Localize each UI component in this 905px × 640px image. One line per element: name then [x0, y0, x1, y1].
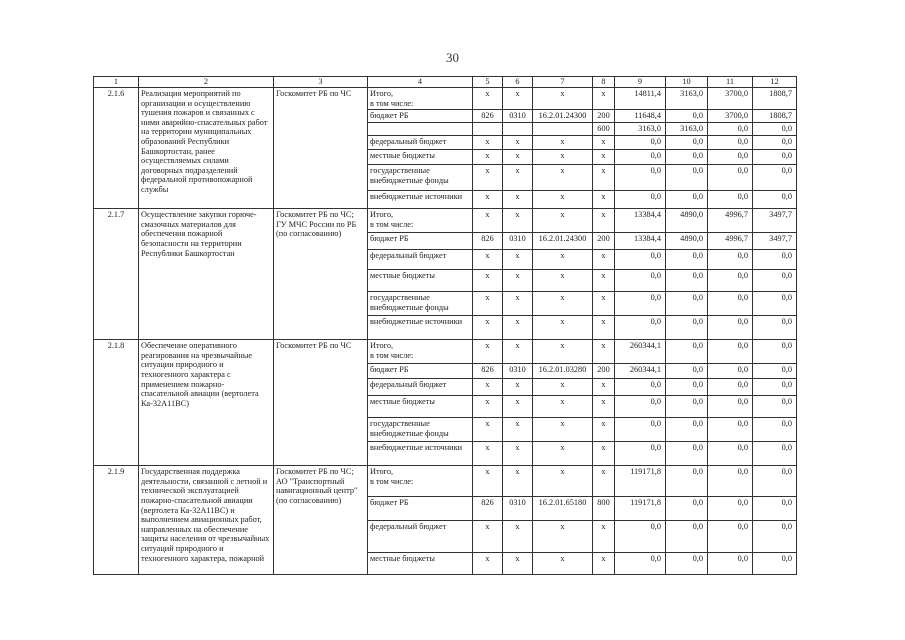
cell-c12: 3497,7 [753, 233, 797, 250]
funding-source: федеральный бюджет [368, 250, 473, 270]
cell-c7: х [533, 418, 593, 442]
cell-c6: х [503, 209, 533, 233]
cell-c7: х [533, 553, 593, 575]
cell-c7: х [533, 340, 593, 364]
cell-c5: х [473, 379, 503, 396]
cell-c10: 0,0 [666, 553, 708, 575]
funding-source: государственные внебюджетные фонды [368, 292, 473, 316]
cell-c8: х [593, 340, 615, 364]
cell-c8: х [593, 553, 615, 575]
funding-source: федеральный бюджет [368, 379, 473, 396]
cell-c11: 0,0 [708, 250, 753, 270]
cell-c11: 0,0 [708, 497, 753, 521]
cell-c8: 800 [593, 497, 615, 521]
cell-c6 [503, 123, 533, 136]
cell-c7: 16.2.01.03280 [533, 364, 593, 379]
cell-c5 [473, 123, 503, 136]
cell-c6: 0310 [503, 497, 533, 521]
cell-c10: 0,0 [666, 250, 708, 270]
cell-c12: 0,0 [753, 340, 797, 364]
cell-c6: х [503, 250, 533, 270]
cell-c7: х [533, 466, 593, 497]
cell-c9: 0,0 [615, 521, 666, 553]
cell-c8: х [593, 396, 615, 418]
cell-c5: х [473, 553, 503, 575]
cell-c10: 0,0 [666, 316, 708, 340]
cell-c9: 0,0 [615, 292, 666, 316]
cell-c7: х [533, 442, 593, 466]
item-title: Осуществление закупки горюче-смазочных материалов для обеспечения пожарной безопасности на территории Республики Башкортостан [139, 209, 274, 340]
cell-c5: х [473, 442, 503, 466]
cell-c5: х [473, 466, 503, 497]
cell-c8: х [593, 136, 615, 150]
cell-c7: х [533, 270, 593, 292]
cell-c11: 0,0 [708, 165, 753, 191]
col-header: 11 [708, 77, 753, 88]
cell-c5: х [473, 292, 503, 316]
col-header: 2 [139, 77, 274, 88]
cell-c11: 0,0 [708, 316, 753, 340]
header-row [94, 77, 797, 88]
col-header: 6 [503, 77, 533, 88]
budget-table [93, 76, 797, 575]
cell-c5: х [473, 191, 503, 209]
item-number: 2.1.8 [94, 340, 139, 466]
funding-source: федеральный бюджет [368, 136, 473, 150]
cell-c11: 3700,0 [708, 88, 753, 110]
item-number: 2.1.7 [94, 209, 139, 340]
cell-c9: 119171,8 [615, 497, 666, 521]
cell-c8: х [593, 418, 615, 442]
cell-c7: х [533, 521, 593, 553]
cell-c7: х [533, 88, 593, 110]
cell-c11: 0,0 [708, 136, 753, 150]
cell-c9: 0,0 [615, 553, 666, 575]
cell-c12: 0,0 [753, 270, 797, 292]
cell-c12: 0,0 [753, 521, 797, 553]
col-header: 8 [593, 77, 615, 88]
cell-c9: 260344,1 [615, 340, 666, 364]
cell-c9: 14811,4 [615, 88, 666, 110]
cell-c7: х [533, 136, 593, 150]
cell-c9: 0,0 [615, 250, 666, 270]
cell-c12: 0,0 [753, 150, 797, 165]
cell-c5: 826 [473, 110, 503, 123]
funding-source: государственные внебюджетные фонды [368, 418, 473, 442]
cell-c6: х [503, 466, 533, 497]
cell-c12: 0,0 [753, 364, 797, 379]
cell-c5: х [473, 150, 503, 165]
item-executor: Госкомитет РБ по ЧС; ГУ МЧС России по РБ (по согласованию) [274, 209, 368, 340]
item-number: 2.1.9 [94, 466, 139, 575]
cell-c6: 0310 [503, 233, 533, 250]
cell-c7: х [533, 165, 593, 191]
funding-source: Итого, в том числе: [368, 88, 473, 110]
funding-source: федеральный бюджет [368, 521, 473, 553]
cell-c5: 826 [473, 364, 503, 379]
cell-c11: 3700,0 [708, 110, 753, 123]
cell-c5: х [473, 136, 503, 150]
cell-c8: 200 [593, 364, 615, 379]
cell-c7 [533, 123, 593, 136]
cell-c10: 0,0 [666, 165, 708, 191]
cell-c10: 0,0 [666, 521, 708, 553]
item-title: Реализация мероприятий по организации и осуществлению тушения пожаров и связанных с ними аварийно-спасательных работ на территории муниципальных образований Республики Башкортостан, ранее осуществляемых силами договорных подразделений федеральной противопожарной службы [139, 88, 274, 209]
cell-c12: 0,0 [753, 316, 797, 340]
cell-c9: 0,0 [615, 379, 666, 396]
cell-c10: 0,0 [666, 418, 708, 442]
funding-source: Итого, в том числе: [368, 209, 473, 233]
cell-c7: х [533, 379, 593, 396]
cell-c12: 0,0 [753, 418, 797, 442]
cell-c6: 0310 [503, 364, 533, 379]
col-header: 12 [753, 77, 797, 88]
cell-c7: х [533, 396, 593, 418]
cell-c8: х [593, 292, 615, 316]
cell-c12: 0,0 [753, 123, 797, 136]
cell-c6: х [503, 316, 533, 340]
cell-c11: 0,0 [708, 364, 753, 379]
funding-source: бюджет РБ [368, 497, 473, 521]
cell-c7: х [533, 150, 593, 165]
cell-c12: 0,0 [753, 250, 797, 270]
col-header: 9 [615, 77, 666, 88]
cell-c9: 0,0 [615, 136, 666, 150]
cell-c10: 0,0 [666, 150, 708, 165]
cell-c8: х [593, 466, 615, 497]
cell-c7: х [533, 292, 593, 316]
item-executor: Госкомитет РБ по ЧС; АО "Транспортный навигационный центр" (по согласованию) [274, 466, 368, 575]
col-header: 4 [368, 77, 473, 88]
cell-c8: 200 [593, 233, 615, 250]
cell-c8: х [593, 88, 615, 110]
cell-c12: 0,0 [753, 396, 797, 418]
cell-c11: 0,0 [708, 442, 753, 466]
funding-source: Итого, в том числе: [368, 466, 473, 497]
cell-c8: 200 [593, 110, 615, 123]
cell-c9: 0,0 [615, 316, 666, 340]
cell-c11: 0,0 [708, 521, 753, 553]
cell-c5: х [473, 250, 503, 270]
funding-source: местные бюджеты [368, 553, 473, 575]
cell-c12: 0,0 [753, 191, 797, 209]
cell-c10: 0,0 [666, 340, 708, 364]
cell-c12: 0,0 [753, 165, 797, 191]
cell-c7: х [533, 191, 593, 209]
item-title: Государственная поддержка деятельности, связанной с летной и технической эксплуатацией пожарно-спасательной авиации (вертолета Ка-32А11ВС) и выполнением авиационных работ, направленных на обеспечение защиты населения от чрезвычайных ситуаций природного и техногенного характера, пожарной [139, 466, 274, 575]
cell-c9: 0,0 [615, 418, 666, 442]
cell-c10: 0,0 [666, 466, 708, 497]
cell-c7: х [533, 250, 593, 270]
cell-c5: х [473, 396, 503, 418]
cell-c6: х [503, 191, 533, 209]
cell-c12: 3497,7 [753, 209, 797, 233]
cell-c11: 0,0 [708, 270, 753, 292]
cell-c12: 0,0 [753, 136, 797, 150]
cell-c12: 1808,7 [753, 88, 797, 110]
funding-source: бюджет РБ [368, 110, 473, 123]
cell-c9: 119171,8 [615, 466, 666, 497]
cell-c6: х [503, 521, 533, 553]
table-row [94, 88, 797, 110]
cell-c9: 0,0 [615, 191, 666, 209]
cell-c6: х [503, 292, 533, 316]
cell-c5: 826 [473, 497, 503, 521]
cell-c7: 16.2.01.24300 [533, 110, 593, 123]
cell-c7: 16.2.01.24300 [533, 233, 593, 250]
cell-c11: 0,0 [708, 379, 753, 396]
cell-c6: х [503, 340, 533, 364]
cell-c8: х [593, 165, 615, 191]
cell-c11: 0,0 [708, 191, 753, 209]
cell-c12: 0,0 [753, 379, 797, 396]
cell-c9: 13384,4 [615, 233, 666, 250]
cell-c12: 0,0 [753, 292, 797, 316]
cell-c10: 0,0 [666, 292, 708, 316]
cell-c8: 600 [593, 123, 615, 136]
col-header: 1 [94, 77, 139, 88]
cell-c11: 0,0 [708, 123, 753, 136]
cell-c6: х [503, 396, 533, 418]
cell-c6: х [503, 136, 533, 150]
funding-source: внебюджетные источники [368, 316, 473, 340]
cell-c8: х [593, 521, 615, 553]
cell-c5: х [473, 340, 503, 364]
funding-source: внебюджетные источники [368, 442, 473, 466]
cell-c10: 0,0 [666, 442, 708, 466]
cell-c8: х [593, 250, 615, 270]
cell-c8: х [593, 316, 615, 340]
cell-c8: х [593, 191, 615, 209]
table-row [94, 340, 797, 364]
cell-c6: х [503, 442, 533, 466]
cell-c10: 0,0 [666, 379, 708, 396]
cell-c5: х [473, 316, 503, 340]
cell-c6: 0310 [503, 110, 533, 123]
cell-c9: 260344,1 [615, 364, 666, 379]
funding-source: внебюджетные источники [368, 191, 473, 209]
cell-c10: 0,0 [666, 191, 708, 209]
cell-c5: х [473, 165, 503, 191]
cell-c6: х [503, 418, 533, 442]
cell-c11: 0,0 [708, 340, 753, 364]
funding-source: Итого, в том числе: [368, 340, 473, 364]
cell-c10: 0,0 [666, 497, 708, 521]
item-executor: Госкомитет РБ по ЧС [274, 88, 368, 209]
cell-c10: 0,0 [666, 136, 708, 150]
funding-source: местные бюджеты [368, 270, 473, 292]
cell-c8: х [593, 209, 615, 233]
cell-c6: х [503, 379, 533, 396]
cell-c10: 3163,0 [666, 88, 708, 110]
funding-source: бюджет РБ [368, 364, 473, 379]
table-row [94, 209, 797, 233]
col-header: 7 [533, 77, 593, 88]
cell-c10: 0,0 [666, 364, 708, 379]
cell-c9: 11648,4 [615, 110, 666, 123]
cell-c10: 4890,0 [666, 209, 708, 233]
cell-c12: 0,0 [753, 553, 797, 575]
cell-c7: х [533, 209, 593, 233]
cell-c6: х [503, 165, 533, 191]
cell-c6: х [503, 270, 533, 292]
cell-c10: 4890,0 [666, 233, 708, 250]
cell-c8: х [593, 442, 615, 466]
col-header: 10 [666, 77, 708, 88]
cell-c11: 4996,7 [708, 233, 753, 250]
cell-c5: х [473, 418, 503, 442]
cell-c11: 0,0 [708, 418, 753, 442]
cell-c12: 0,0 [753, 442, 797, 466]
cell-c5: 826 [473, 233, 503, 250]
funding-source: государственные внебюджетные фонды [368, 165, 473, 191]
cell-c7: 16.2.01.65180 [533, 497, 593, 521]
col-header: 5 [473, 77, 503, 88]
item-title: Обеспечение оперативного реагирования на чрезвычайные ситуации природного и техногенного характера с применением пожарно-спасательной авиации (вертолета Ка-32А11ВС) [139, 340, 274, 466]
cell-c5: х [473, 270, 503, 292]
funding-source: местные бюджеты [368, 396, 473, 418]
cell-c11: 0,0 [708, 396, 753, 418]
cell-c11: 4996,7 [708, 209, 753, 233]
cell-c10: 3163,0 [666, 123, 708, 136]
item-number: 2.1.6 [94, 88, 139, 209]
cell-c11: 0,0 [708, 466, 753, 497]
cell-c11: 0,0 [708, 553, 753, 575]
funding-source [368, 123, 473, 136]
page-number: 30 [446, 50, 459, 65]
table-body [94, 88, 797, 575]
cell-c9: 3163,0 [615, 123, 666, 136]
cell-c7: х [533, 316, 593, 340]
cell-c9: 0,0 [615, 396, 666, 418]
cell-c9: 0,0 [615, 442, 666, 466]
cell-c11: 0,0 [708, 292, 753, 316]
cell-c9: 13384,4 [615, 209, 666, 233]
cell-c8: х [593, 150, 615, 165]
cell-c10: 0,0 [666, 110, 708, 123]
cell-c12: 1808,7 [753, 110, 797, 123]
cell-c11: 0,0 [708, 150, 753, 165]
cell-c5: х [473, 521, 503, 553]
table-row [94, 466, 797, 497]
cell-c10: 0,0 [666, 396, 708, 418]
cell-c5: х [473, 88, 503, 110]
cell-c5: х [473, 209, 503, 233]
funding-source: бюджет РБ [368, 233, 473, 250]
col-header: 3 [274, 77, 368, 88]
item-executor: Госкомитет РБ по ЧС [274, 340, 368, 466]
cell-c6: х [503, 553, 533, 575]
cell-c9: 0,0 [615, 165, 666, 191]
cell-c8: х [593, 270, 615, 292]
cell-c10: 0,0 [666, 270, 708, 292]
cell-c6: х [503, 88, 533, 110]
cell-c8: х [593, 379, 615, 396]
cell-c6: х [503, 150, 533, 165]
cell-c9: 0,0 [615, 270, 666, 292]
cell-c12: 0,0 [753, 497, 797, 521]
cell-c9: 0,0 [615, 150, 666, 165]
cell-c12: 0,0 [753, 466, 797, 497]
funding-source: местные бюджеты [368, 150, 473, 165]
